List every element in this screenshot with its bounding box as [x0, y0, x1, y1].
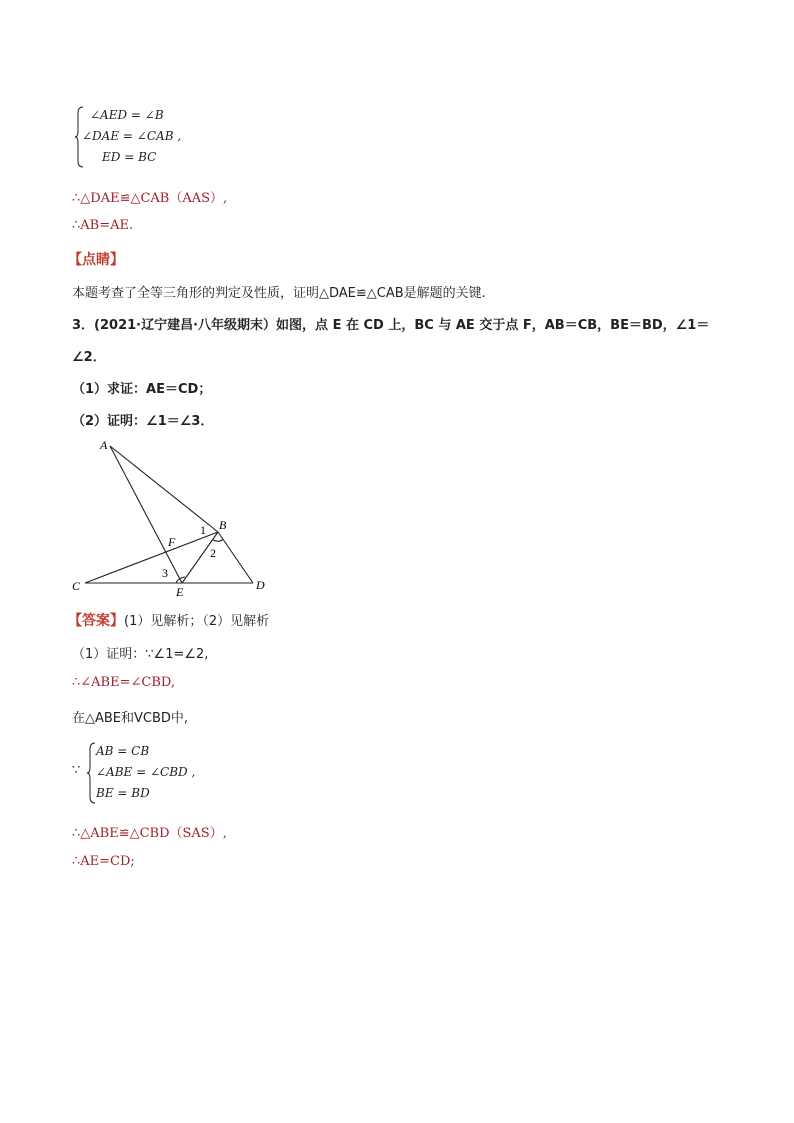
label-angle-3: 3	[162, 566, 168, 580]
equation-system-2	[86, 741, 226, 807]
proof-line-3: 在△ABE和VCBD中,	[72, 711, 189, 726]
answer-tag: 【答案】	[68, 613, 124, 629]
label-angle-2: 2	[210, 546, 216, 560]
system1-row-1: ∠AED = ∠B	[90, 108, 164, 122]
problem-3-line-1: 3．(2021·辽宁建昌·八年级期末）如图，点 E 在 CD 上，BC 与 AE 交于点 F，AB＝CB，BE＝BD，∠1＝	[72, 318, 710, 333]
conclusion-ab-ae: ∴AB=AE.	[72, 218, 134, 233]
answer-text: (1）见解析；（2）见解析	[124, 614, 270, 629]
because-symbol: ∵	[72, 763, 81, 778]
question-1: （1）求证：AE＝CD；	[72, 382, 212, 397]
proof-line-4: ∴△ABE≌△CBD（SAS）,	[72, 826, 227, 841]
system1-row-3: ED = BC	[102, 150, 157, 164]
segment-ae	[110, 446, 182, 583]
system2-row-3: BE = BD	[96, 786, 150, 800]
label-f: F	[168, 535, 176, 549]
system2-row-2: ∠ABE = ∠CBD ,	[96, 765, 196, 779]
proof-line-5: ∴AE=CD;	[72, 854, 135, 869]
left-brace-icon	[86, 741, 96, 805]
comment-text: 本题考查了全等三角形的判定及性质，证明△DAE≌△CAB是解题的关键.	[72, 286, 486, 301]
answer-line	[68, 610, 269, 630]
system2-row-1: AB = CB	[96, 744, 150, 758]
system1-row-2: ∠DAE = ∠CAB ,	[82, 129, 182, 143]
proof-line-2: ∴∠ABE=∠CBD,	[72, 675, 175, 690]
geometry-figure	[60, 432, 280, 602]
segment-bd	[218, 532, 253, 583]
label-b: B	[219, 518, 227, 532]
label-d: D	[256, 578, 265, 592]
label-e: E	[176, 585, 184, 599]
label-angle-1: 1	[200, 523, 206, 537]
comment-tag: 【点睛】	[68, 252, 124, 268]
label-a: A	[100, 438, 108, 452]
segment-cb	[85, 532, 218, 583]
angle-arc-2	[213, 539, 223, 541]
segment-ab	[110, 446, 218, 532]
label-c: C	[72, 579, 81, 593]
equation-system-1	[74, 105, 214, 171]
problem-3-line-2: ∠2．	[72, 350, 106, 365]
conclusion-congruent-1: ∴△DAE≌△CAB（AAS）,	[72, 191, 228, 206]
proof-line-1: （1）证明：∵∠1=∠2,	[72, 647, 209, 662]
question-2: （2）证明：∠1＝∠3．	[72, 414, 214, 429]
